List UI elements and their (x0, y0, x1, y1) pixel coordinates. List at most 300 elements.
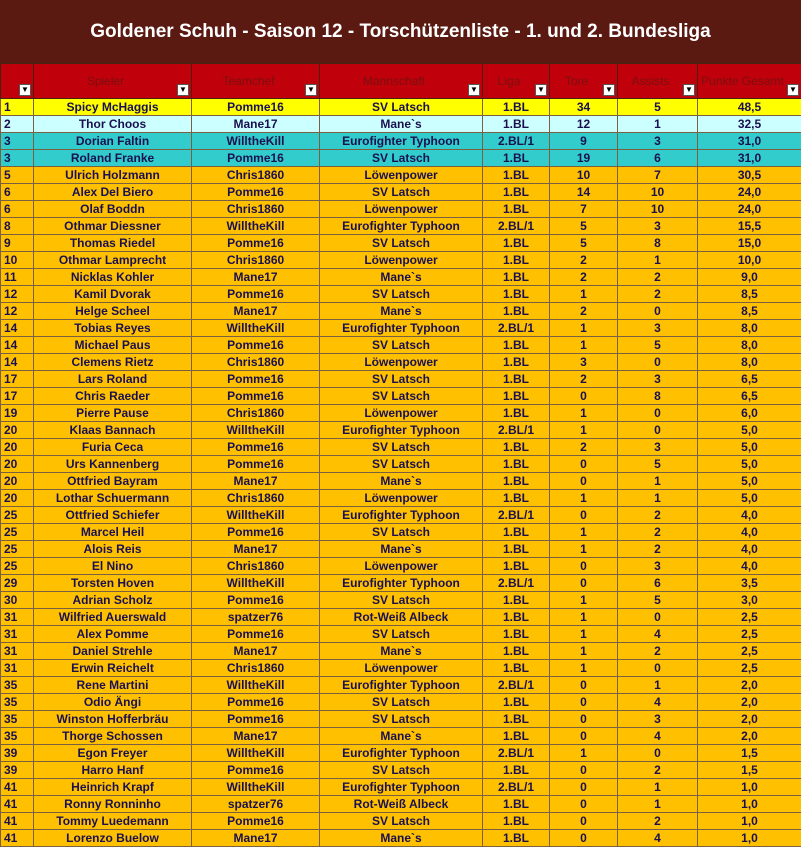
cell-spieler: Thorge Schossen (34, 728, 192, 745)
cell-teamchef: WilltheKill (192, 745, 320, 762)
cell-mannschaft: Mane`s (320, 116, 483, 133)
cell-punkte: 4,0 (698, 558, 801, 575)
cell-rank: 6 (1, 201, 34, 218)
scorer-table (0, 63, 801, 847)
cell-assists: 8 (618, 388, 698, 405)
cell-rank: 20 (1, 490, 34, 507)
table-row (1, 711, 801, 728)
cell-mannschaft: Rot-Weiß Albeck (320, 609, 483, 626)
cell-teamchef: Mane17 (192, 728, 320, 745)
table-body (1, 99, 801, 847)
cell-spieler: Marcel Heil (34, 524, 192, 541)
cell-spieler: Dorian Faltin (34, 133, 192, 150)
cell-liga: 1.BL (483, 235, 550, 252)
cell-assists: 3 (618, 371, 698, 388)
cell-tore: 10 (550, 167, 618, 184)
cell-rank: 31 (1, 626, 34, 643)
cell-mannschaft: SV Latsch (320, 439, 483, 456)
cell-tore: 7 (550, 201, 618, 218)
col-header-teamchef: Teamchef ▼ (192, 64, 320, 99)
cell-punkte: 31,0 (698, 150, 801, 167)
cell-tore: 1 (550, 643, 618, 660)
cell-liga: 1.BL (483, 711, 550, 728)
cell-tore: 0 (550, 711, 618, 728)
cell-rank: 20 (1, 456, 34, 473)
cell-spieler: Lothar Schuermann (34, 490, 192, 507)
cell-mannschaft: SV Latsch (320, 371, 483, 388)
cell-tore: 1 (550, 660, 618, 677)
cell-spieler: Lars Roland (34, 371, 192, 388)
cell-liga: 1.BL (483, 269, 550, 286)
cell-spieler: Rene Martini (34, 677, 192, 694)
table-row (1, 235, 801, 252)
cell-assists: 0 (618, 745, 698, 762)
table-row (1, 286, 801, 303)
cell-liga: 1.BL (483, 354, 550, 371)
cell-tore: 0 (550, 694, 618, 711)
cell-liga: 1.BL (483, 762, 550, 779)
cell-assists: 1 (618, 473, 698, 490)
cell-punkte: 2,5 (698, 609, 801, 626)
cell-assists: 6 (618, 575, 698, 592)
table-row (1, 150, 801, 167)
cell-rank: 14 (1, 354, 34, 371)
cell-spieler: Wilfried Auerswald (34, 609, 192, 626)
cell-assists: 4 (618, 694, 698, 711)
table-row (1, 473, 801, 490)
cell-spieler: Tommy Luedemann (34, 813, 192, 830)
table-row (1, 133, 801, 150)
cell-teamchef: Mane17 (192, 541, 320, 558)
cell-liga: 2.BL/1 (483, 133, 550, 150)
cell-mannschaft: SV Latsch (320, 524, 483, 541)
cell-assists: 3 (618, 439, 698, 456)
cell-rank: 10 (1, 252, 34, 269)
cell-rank: 1 (1, 99, 34, 116)
cell-tore: 2 (550, 303, 618, 320)
cell-spieler: Winston Hofferbräu (34, 711, 192, 728)
cell-liga: 1.BL (483, 337, 550, 354)
cell-liga: 1.BL (483, 643, 550, 660)
cell-rank: 41 (1, 796, 34, 813)
cell-rank: 17 (1, 371, 34, 388)
cell-rank: 19 (1, 405, 34, 422)
cell-teamchef: Chris1860 (192, 490, 320, 507)
cell-tore: 19 (550, 150, 618, 167)
cell-liga: 2.BL/1 (483, 507, 550, 524)
cell-tore: 0 (550, 830, 618, 847)
cell-punkte: 3,5 (698, 575, 801, 592)
cell-teamchef: WilltheKill (192, 575, 320, 592)
table-row (1, 218, 801, 235)
cell-teamchef: Pomme16 (192, 813, 320, 830)
cell-assists: 0 (618, 303, 698, 320)
cell-spieler: Ulrich Holzmann (34, 167, 192, 184)
cell-punkte: 2,0 (698, 728, 801, 745)
cell-tore: 9 (550, 133, 618, 150)
cell-teamchef: Pomme16 (192, 626, 320, 643)
table-row (1, 116, 801, 133)
cell-spieler: Alex Pomme (34, 626, 192, 643)
cell-liga: 1.BL (483, 490, 550, 507)
cell-punkte: 3,0 (698, 592, 801, 609)
cell-tore: 5 (550, 218, 618, 235)
cell-punkte: 8,5 (698, 286, 801, 303)
cell-liga: 1.BL (483, 473, 550, 490)
cell-assists: 3 (618, 558, 698, 575)
cell-spieler: Alois Reis (34, 541, 192, 558)
cell-liga: 1.BL (483, 388, 550, 405)
cell-teamchef: Chris1860 (192, 201, 320, 218)
cell-rank: 35 (1, 694, 34, 711)
cell-rank: 9 (1, 235, 34, 252)
cell-teamchef: Mane17 (192, 830, 320, 847)
cell-teamchef: Mane17 (192, 473, 320, 490)
cell-rank: 20 (1, 473, 34, 490)
cell-tore: 5 (550, 235, 618, 252)
cell-assists: 10 (618, 184, 698, 201)
cell-spieler: Thor Choos (34, 116, 192, 133)
cell-punkte: 6,5 (698, 371, 801, 388)
table-row (1, 201, 801, 218)
cell-mannschaft: Mane`s (320, 728, 483, 745)
cell-mannschaft: SV Latsch (320, 592, 483, 609)
cell-mannschaft: Löwenpower (320, 490, 483, 507)
cell-liga: 1.BL (483, 303, 550, 320)
table-row (1, 592, 801, 609)
cell-punkte: 2,0 (698, 694, 801, 711)
cell-teamchef: Pomme16 (192, 694, 320, 711)
cell-teamchef: Pomme16 (192, 388, 320, 405)
table-row (1, 303, 801, 320)
cell-rank: 35 (1, 677, 34, 694)
cell-spieler: Helge Scheel (34, 303, 192, 320)
cell-tore: 1 (550, 405, 618, 422)
cell-teamchef: Mane17 (192, 643, 320, 660)
cell-punkte: 1,0 (698, 796, 801, 813)
cell-liga: 1.BL (483, 99, 550, 116)
cell-spieler: Olaf Boddn (34, 201, 192, 218)
cell-punkte: 5,0 (698, 473, 801, 490)
filter-dropdown-icon[interactable]: ▼ (305, 84, 317, 96)
cell-teamchef: spatzer76 (192, 796, 320, 813)
cell-liga: 2.BL/1 (483, 677, 550, 694)
col-header-spieler: Spieler ▼ (34, 64, 192, 99)
table-row (1, 507, 801, 524)
cell-teamchef: Chris1860 (192, 660, 320, 677)
cell-assists: 0 (618, 405, 698, 422)
cell-teamchef: WilltheKill (192, 677, 320, 694)
table-row (1, 320, 801, 337)
cell-teamchef: Pomme16 (192, 524, 320, 541)
cell-teamchef: Chris1860 (192, 354, 320, 371)
cell-tore: 2 (550, 269, 618, 286)
table-row (1, 745, 801, 762)
cell-rank: 29 (1, 575, 34, 592)
cell-tore: 0 (550, 762, 618, 779)
cell-mannschaft: Eurofighter Typhoon (320, 745, 483, 762)
cell-rank: 25 (1, 524, 34, 541)
cell-mannschaft: SV Latsch (320, 150, 483, 167)
cell-tore: 0 (550, 473, 618, 490)
cell-tore: 0 (550, 677, 618, 694)
cell-punkte: 4,0 (698, 541, 801, 558)
cell-spieler: Egon Freyer (34, 745, 192, 762)
cell-assists: 2 (618, 643, 698, 660)
cell-mannschaft: Eurofighter Typhoon (320, 218, 483, 235)
cell-rank: 39 (1, 762, 34, 779)
cell-assists: 1 (618, 796, 698, 813)
cell-teamchef: Pomme16 (192, 184, 320, 201)
cell-mannschaft: Eurofighter Typhoon (320, 320, 483, 337)
filter-dropdown-icon[interactable]: ▼ (603, 84, 615, 96)
cell-tore: 0 (550, 796, 618, 813)
table-row (1, 99, 801, 116)
cell-assists: 7 (618, 167, 698, 184)
table-row (1, 354, 801, 371)
cell-assists: 1 (618, 490, 698, 507)
header-row (1, 64, 801, 99)
cell-assists: 2 (618, 507, 698, 524)
cell-mannschaft: SV Latsch (320, 184, 483, 201)
cell-punkte: 32,5 (698, 116, 801, 133)
cell-tore: 0 (550, 575, 618, 592)
cell-spieler: Heinrich Krapf (34, 779, 192, 796)
cell-punkte: 8,0 (698, 337, 801, 354)
filter-dropdown-icon[interactable]: ▼ (177, 84, 189, 96)
cell-punkte: 15,5 (698, 218, 801, 235)
filter-dropdown-icon[interactable]: ▼ (19, 84, 31, 96)
title-bar (0, 0, 801, 63)
cell-teamchef: Chris1860 (192, 558, 320, 575)
cell-teamchef: Chris1860 (192, 167, 320, 184)
cell-tore: 3 (550, 354, 618, 371)
cell-rank: 6 (1, 184, 34, 201)
table-row (1, 269, 801, 286)
cell-spieler: Ottfried Schiefer (34, 507, 192, 524)
cell-mannschaft: Löwenpower (320, 405, 483, 422)
cell-tore: 1 (550, 286, 618, 303)
cell-mannschaft: Mane`s (320, 643, 483, 660)
table-row (1, 167, 801, 184)
table-row (1, 558, 801, 575)
cell-mannschaft: Eurofighter Typhoon (320, 575, 483, 592)
table-row (1, 541, 801, 558)
cell-mannschaft: SV Latsch (320, 337, 483, 354)
cell-punkte: 8,0 (698, 354, 801, 371)
cell-spieler: Torsten Hoven (34, 575, 192, 592)
cell-tore: 0 (550, 507, 618, 524)
cell-mannschaft: SV Latsch (320, 813, 483, 830)
cell-rank: 3 (1, 133, 34, 150)
cell-punkte: 4,0 (698, 507, 801, 524)
cell-spieler: Alex Del Biero (34, 184, 192, 201)
cell-teamchef: Mane17 (192, 116, 320, 133)
cell-tore: 2 (550, 371, 618, 388)
cell-assists: 4 (618, 830, 698, 847)
cell-spieler: Klaas Bannach (34, 422, 192, 439)
cell-rank: 17 (1, 388, 34, 405)
cell-liga: 1.BL (483, 728, 550, 745)
cell-mannschaft: SV Latsch (320, 99, 483, 116)
cell-assists: 8 (618, 235, 698, 252)
cell-rank: 35 (1, 728, 34, 745)
cell-spieler: Roland Franke (34, 150, 192, 167)
cell-spieler: Othmar Diessner (34, 218, 192, 235)
cell-assists: 4 (618, 728, 698, 745)
cell-mannschaft: Löwenpower (320, 167, 483, 184)
filter-dropdown-icon[interactable]: ▼ (535, 84, 547, 96)
cell-spieler: Harro Hanf (34, 762, 192, 779)
table-row (1, 626, 801, 643)
cell-rank: 5 (1, 167, 34, 184)
cell-mannschaft: Mane`s (320, 830, 483, 847)
cell-assists: 2 (618, 286, 698, 303)
cell-liga: 2.BL/1 (483, 745, 550, 762)
cell-liga: 1.BL (483, 150, 550, 167)
table-row (1, 694, 801, 711)
cell-punkte: 31,0 (698, 133, 801, 150)
cell-liga: 1.BL (483, 558, 550, 575)
cell-assists: 4 (618, 626, 698, 643)
cell-teamchef: Pomme16 (192, 711, 320, 728)
cell-teamchef: Pomme16 (192, 439, 320, 456)
cell-spieler: Spicy McHaggis (34, 99, 192, 116)
cell-punkte: 2,5 (698, 626, 801, 643)
cell-tore: 0 (550, 388, 618, 405)
cell-rank: 25 (1, 541, 34, 558)
cell-liga: 1.BL (483, 524, 550, 541)
cell-liga: 1.BL (483, 116, 550, 133)
col-header-assists: Assists ▼ (618, 64, 698, 99)
table-row (1, 439, 801, 456)
cell-assists: 6 (618, 150, 698, 167)
cell-teamchef: Pomme16 (192, 99, 320, 116)
cell-teamchef: Pomme16 (192, 235, 320, 252)
cell-mannschaft: Löwenpower (320, 201, 483, 218)
cell-mannschaft: Eurofighter Typhoon (320, 507, 483, 524)
cell-liga: 1.BL (483, 371, 550, 388)
filter-dropdown-icon[interactable]: ▼ (683, 84, 695, 96)
cell-liga: 2.BL/1 (483, 422, 550, 439)
cell-mannschaft: Mane`s (320, 303, 483, 320)
cell-mannschaft: SV Latsch (320, 456, 483, 473)
cell-assists: 2 (618, 269, 698, 286)
cell-assists: 3 (618, 218, 698, 235)
cell-teamchef: Pomme16 (192, 150, 320, 167)
cell-punkte: 2,5 (698, 660, 801, 677)
cell-liga: 1.BL (483, 405, 550, 422)
cell-spieler: El Nino (34, 558, 192, 575)
cell-liga: 2.BL/1 (483, 320, 550, 337)
cell-assists: 0 (618, 422, 698, 439)
cell-punkte: 9,0 (698, 269, 801, 286)
cell-spieler: Erwin Reichelt (34, 660, 192, 677)
cell-tore: 0 (550, 728, 618, 745)
cell-punkte: 5,0 (698, 439, 801, 456)
table-row (1, 252, 801, 269)
cell-liga: 1.BL (483, 660, 550, 677)
cell-assists: 2 (618, 813, 698, 830)
cell-liga: 1.BL (483, 286, 550, 303)
cell-tore: 1 (550, 422, 618, 439)
col-header-liga: Liga ▼ (483, 64, 550, 99)
cell-liga: 1.BL (483, 541, 550, 558)
cell-rank: 11 (1, 269, 34, 286)
cell-tore: 1 (550, 592, 618, 609)
cell-assists: 5 (618, 99, 698, 116)
cell-punkte: 1,0 (698, 830, 801, 847)
filter-dropdown-icon[interactable]: ▼ (787, 84, 799, 96)
cell-liga: 1.BL (483, 167, 550, 184)
col-header-mannschaft: Mannschaft ▼ (320, 64, 483, 99)
cell-assists: 10 (618, 201, 698, 218)
cell-spieler: Adrian Scholz (34, 592, 192, 609)
cell-tore: 0 (550, 558, 618, 575)
cell-teamchef: Pomme16 (192, 371, 320, 388)
page-title: Goldener Schuh - Saison 12 - Torschützenliste - 1. und 2. Bundesliga (90, 21, 710, 43)
table-row (1, 490, 801, 507)
cell-teamchef: Pomme16 (192, 286, 320, 303)
cell-rank: 12 (1, 303, 34, 320)
cell-rank: 3 (1, 150, 34, 167)
col-header-tore: Tore ▼ (550, 64, 618, 99)
cell-teamchef: Chris1860 (192, 252, 320, 269)
cell-teamchef: WilltheKill (192, 320, 320, 337)
cell-rank: 2 (1, 116, 34, 133)
cell-tore: 1 (550, 524, 618, 541)
cell-teamchef: WilltheKill (192, 133, 320, 150)
cell-assists: 3 (618, 320, 698, 337)
col-header-rank (1, 64, 34, 99)
cell-teamchef: spatzer76 (192, 609, 320, 626)
cell-assists: 3 (618, 711, 698, 728)
cell-mannschaft: Eurofighter Typhoon (320, 422, 483, 439)
cell-spieler: Pierre Pause (34, 405, 192, 422)
cell-assists: 0 (618, 609, 698, 626)
cell-spieler: Furia Ceca (34, 439, 192, 456)
cell-liga: 2.BL/1 (483, 218, 550, 235)
cell-teamchef: Pomme16 (192, 337, 320, 354)
cell-punkte: 1,5 (698, 745, 801, 762)
cell-punkte: 48,5 (698, 99, 801, 116)
cell-tore: 2 (550, 439, 618, 456)
filter-dropdown-icon[interactable]: ▼ (468, 84, 480, 96)
cell-punkte: 24,0 (698, 201, 801, 218)
cell-punkte: 1,0 (698, 779, 801, 796)
cell-spieler: Michael Paus (34, 337, 192, 354)
cell-spieler: Odio Ängi (34, 694, 192, 711)
cell-rank: 30 (1, 592, 34, 609)
cell-mannschaft: Rot-Weiß Albeck (320, 796, 483, 813)
cell-mannschaft: Löwenpower (320, 558, 483, 575)
cell-liga: 1.BL (483, 609, 550, 626)
cell-liga: 1.BL (483, 813, 550, 830)
cell-mannschaft: Mane`s (320, 269, 483, 286)
cell-punkte: 8,5 (698, 303, 801, 320)
cell-tore: 14 (550, 184, 618, 201)
cell-mannschaft: Eurofighter Typhoon (320, 677, 483, 694)
cell-spieler: Tobias Reyes (34, 320, 192, 337)
cell-assists: 1 (618, 779, 698, 796)
table-row (1, 830, 801, 847)
cell-teamchef: WilltheKill (192, 779, 320, 796)
cell-punkte: 2,0 (698, 677, 801, 694)
table-row (1, 422, 801, 439)
cell-mannschaft: Löwenpower (320, 354, 483, 371)
cell-tore: 1 (550, 490, 618, 507)
cell-tore: 2 (550, 252, 618, 269)
